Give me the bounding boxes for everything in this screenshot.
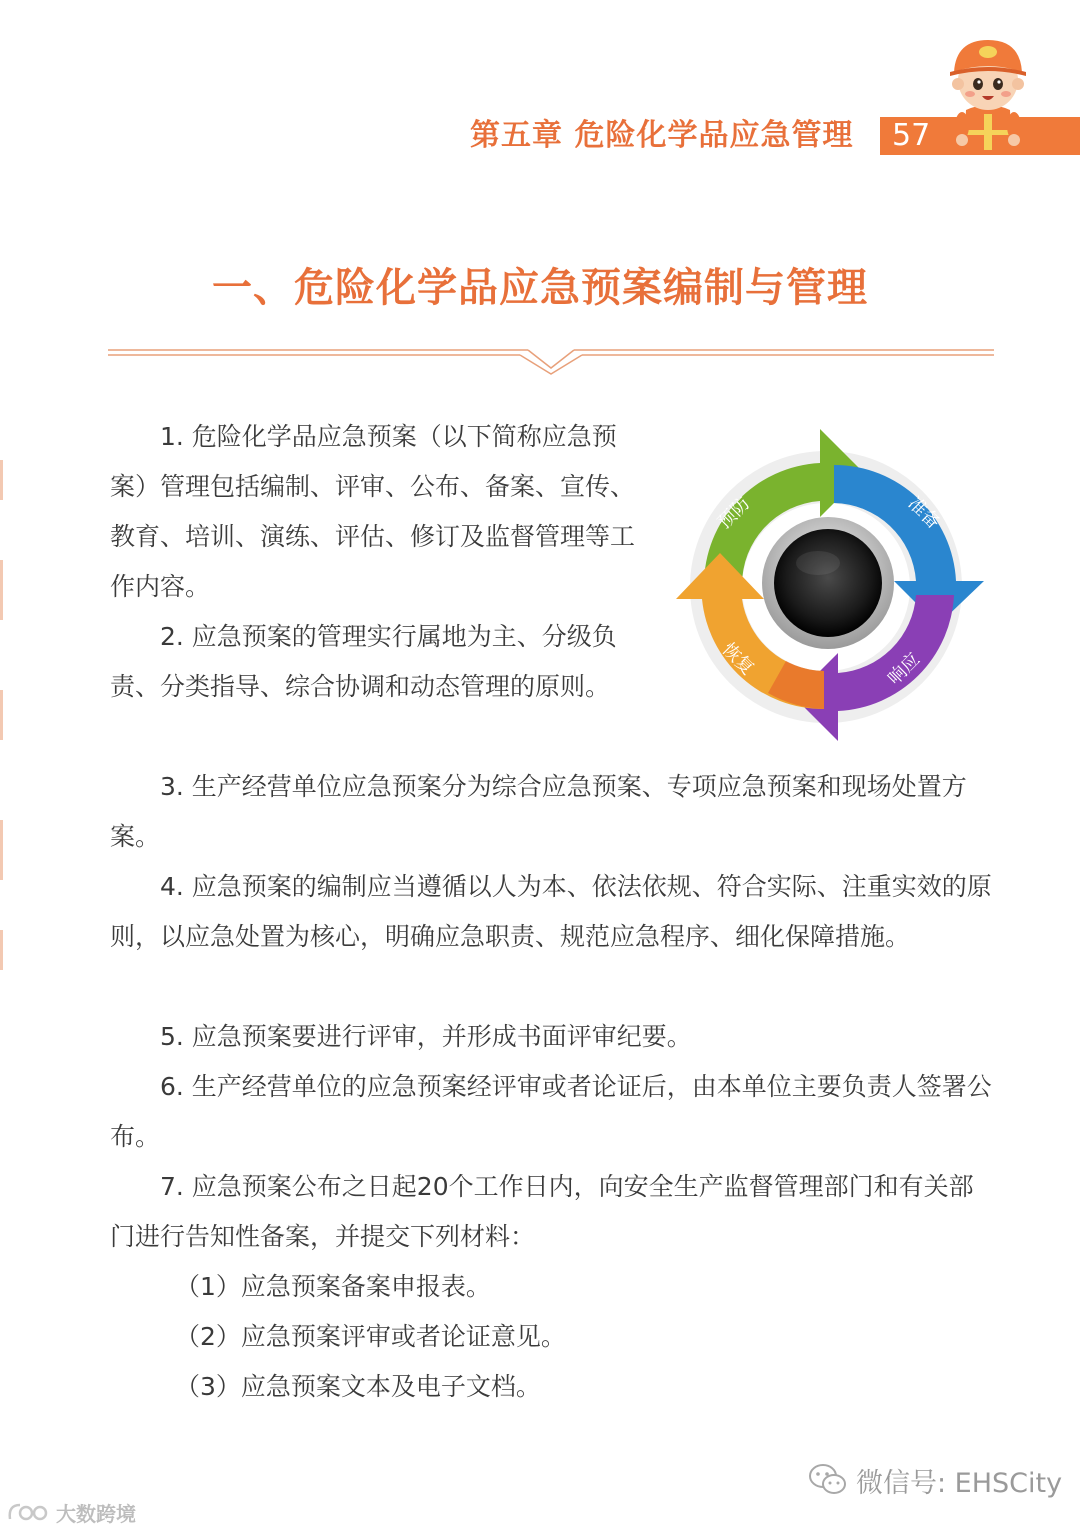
paragraph-5: 5. 应急预案要进行评审，并形成书面评审纪要。 [160,1022,692,1051]
list-item-2: （2）应急预案评审或者论证意见。 [175,1322,566,1351]
watermark-text: 大数跨境 [56,1501,136,1526]
paragraph-1: 1. 危险化学品应急预案（以下简称应急预案）管理包括编制、评审、公布、备案、宣传、教育、培训、演练、评估、修订及监督管理等工作内容。 [110,422,636,601]
section-title: 一、危险化学品应急预案编制与管理 [212,265,868,311]
page-number: 57 [892,118,931,153]
wechat-id: 微信号: EHSCity [856,1467,1063,1499]
page-edge-marks [0,460,4,980]
bottom-watermark [6,1496,136,1528]
firefighter-mascot-icon [940,30,1036,158]
cycle-label-recover: 恢复 [717,638,759,680]
paragraph-6: 6. 生产经营单位的应急预案经评审或者论证后，由本单位主要负责人签署公布。 [110,1072,992,1151]
wechat-icon [808,1463,848,1497]
wechat-watermark [808,1460,1062,1500]
paragraph-3: 3. 生产经营单位应急预案分为综合应急预案、专项应急预案和现场处置方案。 [110,772,967,851]
cycle-label-prepare: 准备 [903,492,945,534]
cycle-label-respond: 响应 [883,648,925,690]
chapter-title: 第五章 危险化学品应急管理 [470,118,854,153]
title-divider [108,342,994,376]
emergency-cycle-diagram [668,425,990,747]
list-item-3: （3）应急预案文本及电子文档。 [175,1372,541,1401]
watermark-logo-icon [6,1499,52,1525]
list-item-1: （1）应急预案备案申报表。 [175,1272,491,1301]
paragraph-7: 7. 应急预案公布之日起20个工作日内，向安全生产监督管理部门和有关部门进行告知性备案，并提交下列材料： [110,1172,974,1251]
paragraph-4: 4. 应急预案的编制应当遵循以人为本、依法依规、符合实际、注重实效的原则，以应急处置为核心，明确应急职责、规范应急程序、细化保障措施。 [110,872,992,951]
paragraph-2: 2. 应急预案的管理实行属地为主、分级负责、分类指导、综合协调和动态管理的原则。 [110,622,617,701]
cycle-label-prevent: 预防 [713,492,755,534]
